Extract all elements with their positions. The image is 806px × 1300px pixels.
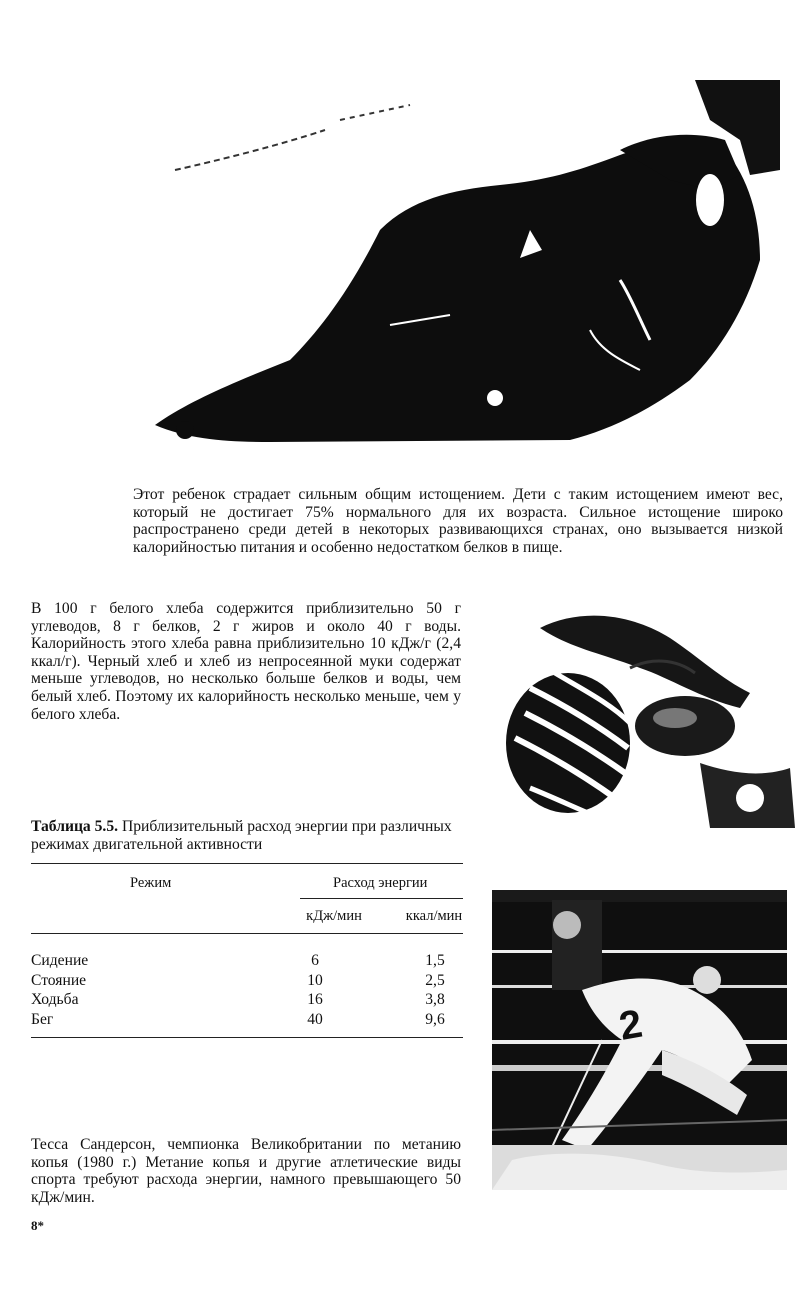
- cell-kj: 40: [307, 1010, 323, 1028]
- photo-caption-athlete: Тесса Сандерсон, чемпионка Великобритании по метанию копья (1980 г.) Метание копья и другие атлетические виды спорта требуют расхода энергии, намного превышающего 50 кДж/мин.: [31, 1136, 461, 1206]
- child-photo-icon: [150, 80, 780, 445]
- cell-kcal: 1,5: [425, 952, 445, 969]
- cell-mode: Сидение: [31, 952, 89, 969]
- page-folio: 8*: [31, 1218, 44, 1233]
- bread-photo: [500, 598, 795, 828]
- cell-kj: 16: [307, 991, 323, 1008]
- bib-number: 2: [615, 1001, 646, 1049]
- cell-kcal: 3,8: [425, 991, 445, 1008]
- table-title: Приблизительный расход энергии при различных режимах двигательной активности: [31, 818, 452, 853]
- cell-mode: Ходьба: [31, 991, 79, 1008]
- bread-paragraph: В 100 г белого хлеба содержится приблизительно 50 г углеводов, 8 г белков, 2 г жиров и около 40 г воды. Калорийность этого хлеба равна приблизительно 10 кДж/г (2,4 ккал/г). Черный хлеб и хлеб из непросеянной муки содержат меньше углеводов, но несколько больше белков и воды, чем белый хлеб. Поэтому их калорийность несколько меньше, чем у белого хлеба.: [31, 600, 461, 723]
- cell-mode: Бег: [31, 1010, 54, 1028]
- unit-kj: кДж/мин: [306, 908, 362, 924]
- col-header-energy: Расход энергии: [333, 875, 428, 891]
- table-top-rule: [31, 863, 463, 864]
- bread-photo-icon: [500, 598, 795, 828]
- table-bottom-rule: [31, 1037, 463, 1038]
- table-header-rule: [31, 933, 463, 934]
- energy-subheader-rule: [300, 898, 463, 899]
- photo-caption-child: Этот ребенок страдает сильным общим истощением. Дети с таким истощением имеют вес, который не достигает 75% нормального для их возраста. Сильное истощение широко распространено среди детей в некоторых развивающихся странах, оно вызывается низкой калорийностью питания и особенно недостатком белков в пище.: [133, 486, 783, 556]
- javelin-photo-icon: [492, 890, 787, 1190]
- col-header-mode: Режим: [130, 875, 172, 891]
- cell-kj: 6: [311, 952, 319, 969]
- child-photo: [150, 80, 780, 445]
- cell-kj: 10: [307, 971, 323, 989]
- unit-kcal: ккал/мин: [405, 908, 463, 924]
- athlete-photo: [492, 890, 787, 1190]
- table-label: Таблица 5.5.: [31, 818, 119, 835]
- cell-kcal: 9,6: [425, 1010, 445, 1028]
- table-caption: [31, 818, 471, 853]
- cell-kcal: 2,5: [425, 971, 445, 989]
- cell-mode: Стояние: [31, 971, 87, 989]
